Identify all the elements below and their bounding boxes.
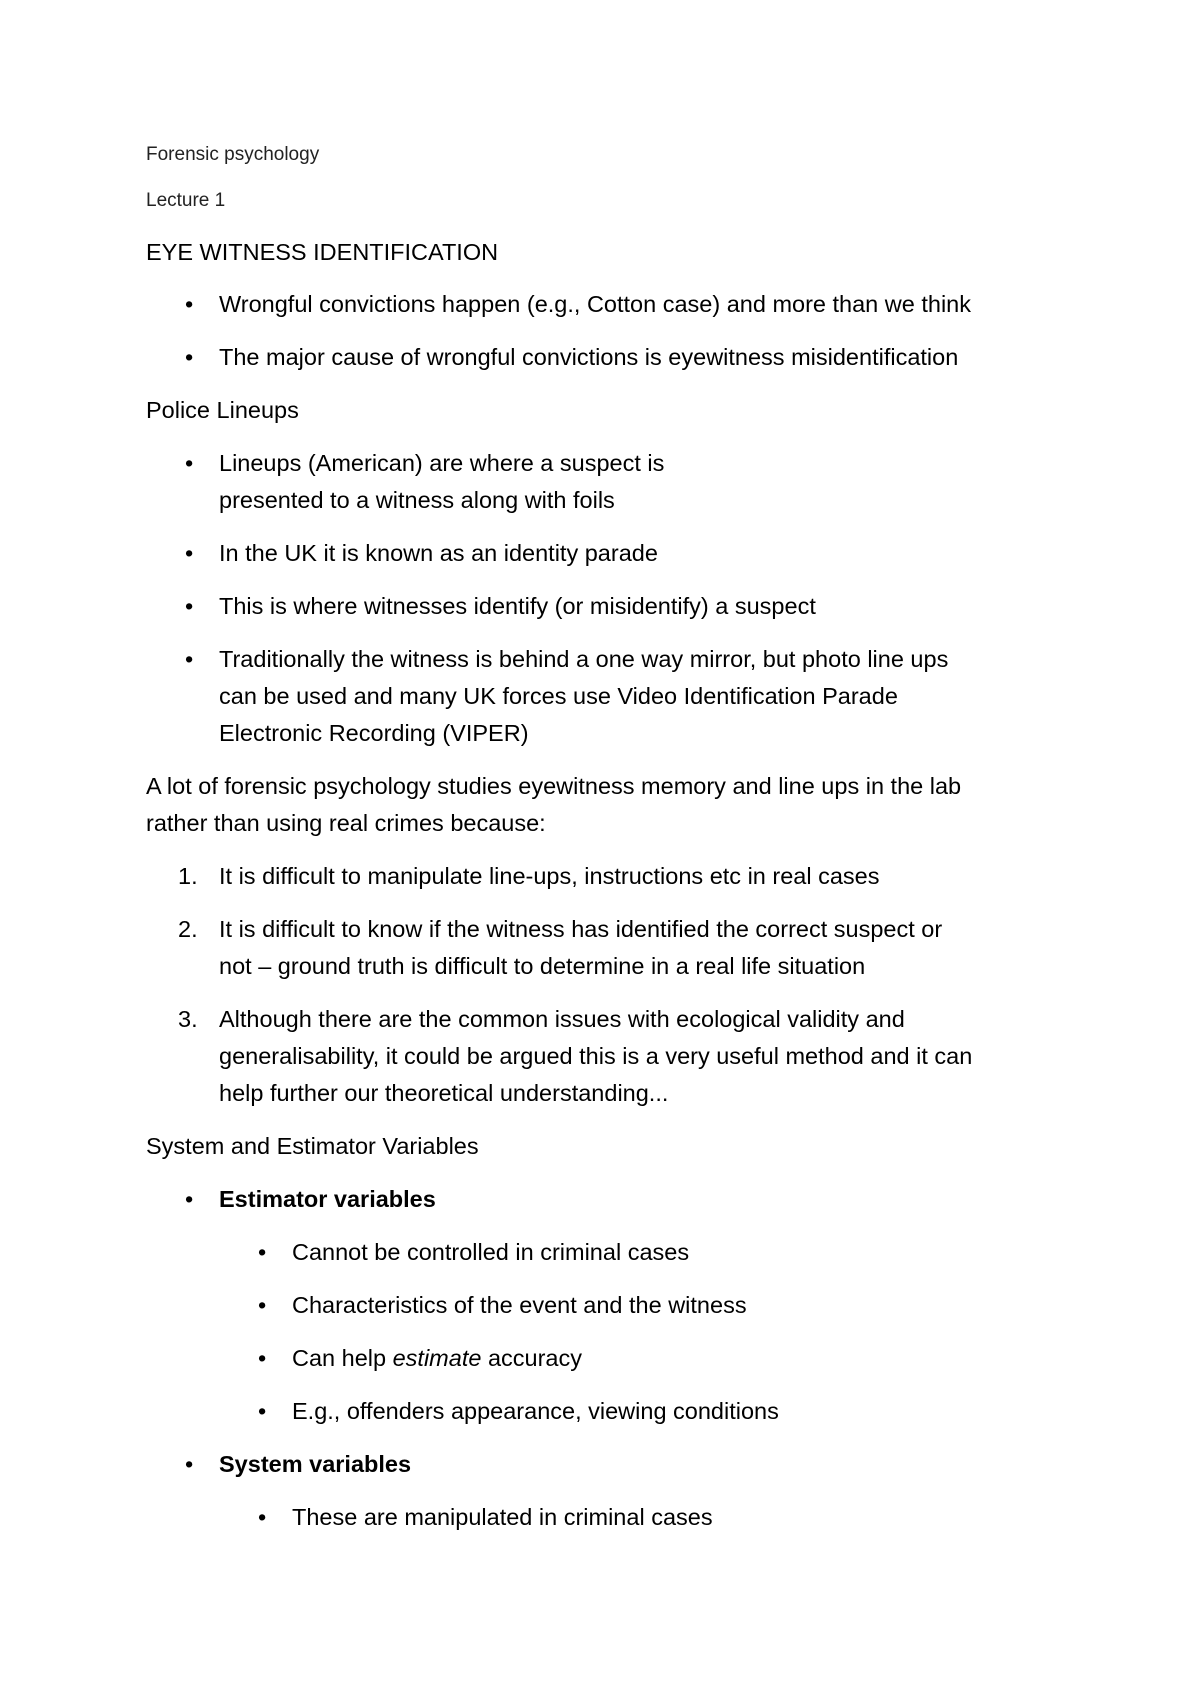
bullet-marker: • — [185, 1186, 194, 1212]
system-sub-list — [219, 1499, 1086, 1536]
bullet-marker: • — [185, 540, 194, 566]
list-item-text: presented to a witness along with foils — [219, 487, 615, 513]
estimator-variables-label: Estimator variables — [219, 1186, 436, 1212]
list-item-text: generalisability, it could be argued this is a very useful method and it can — [219, 1043, 973, 1069]
bullet-marker: • — [185, 450, 194, 476]
list-item — [146, 1001, 1086, 1112]
bullet-marker: • — [258, 1239, 267, 1265]
bullet-marker: • — [185, 1451, 194, 1477]
bullet-marker: • — [185, 593, 194, 619]
lineups-bullet-list — [146, 445, 1086, 752]
reasons-numbered-list — [146, 858, 1086, 1112]
list-item-text: can be used and many UK forces use Video Identification Parade — [219, 683, 898, 709]
text-fragment: accuracy — [481, 1345, 583, 1371]
list-item — [219, 1499, 1086, 1536]
list-item-text: E.g., offenders appearance, viewing conditions — [292, 1398, 779, 1424]
list-number: 3. — [178, 1006, 198, 1032]
lab-studies-paragraph — [146, 768, 1086, 842]
list-item — [146, 286, 1086, 323]
document-page — [146, 142, 1086, 1552]
list-item — [146, 1446, 1086, 1536]
list-item — [146, 641, 1086, 752]
bullet-marker: • — [258, 1504, 267, 1530]
list-item — [146, 911, 1086, 985]
list-item-text: Wrongful convictions happen (e.g., Cotton case) and more than we think — [219, 291, 971, 317]
list-item — [219, 1234, 1086, 1271]
bullet-marker: • — [185, 344, 194, 370]
list-item — [146, 445, 1086, 519]
list-item-text: The major cause of wrongful convictions is eyewitness misidentification — [219, 344, 959, 370]
bullet-marker: • — [258, 1292, 267, 1318]
bullet-marker: • — [185, 646, 194, 672]
list-item-text: It is difficult to manipulate line-ups, instructions etc in real cases — [219, 863, 880, 889]
system-variables-label: System variables — [219, 1451, 412, 1477]
list-item — [146, 588, 1086, 625]
list-item-text: Although there are the common issues with ecological validity and — [219, 1006, 905, 1032]
section-heading-variables: System and Estimator Variables — [146, 1133, 479, 1159]
lecture-label: Lecture 1 — [146, 190, 226, 211]
bullet-marker: • — [185, 291, 194, 317]
list-item — [146, 1181, 1086, 1430]
list-item — [219, 1393, 1086, 1430]
bullet-marker: • — [258, 1398, 267, 1424]
list-item — [146, 858, 1086, 895]
bullet-marker: • — [258, 1345, 267, 1371]
paragraph-line: rather than using real crimes because: — [146, 810, 546, 836]
list-item — [146, 339, 1086, 376]
list-item-text: Traditionally the witness is behind a one way mirror, but photo line ups — [219, 646, 949, 672]
list-item-text: Cannot be controlled in criminal cases — [292, 1239, 690, 1265]
section-heading-police-lineups: Police Lineups — [146, 397, 299, 423]
list-item-text — [292, 1345, 582, 1371]
list-number: 1. — [178, 863, 198, 889]
list-number: 2. — [178, 916, 198, 942]
list-item-text: It is difficult to know if the witness has identified the correct suspect or — [219, 916, 943, 942]
list-item — [219, 1340, 1086, 1377]
variables-bullet-list — [146, 1181, 1086, 1536]
list-item-text: In the UK it is known as an identity parade — [219, 540, 658, 566]
list-item-text: not – ground truth is difficult to determine in a real life situation — [219, 953, 866, 979]
document-title: Forensic psychology — [146, 144, 320, 165]
list-item-text: help further our theoretical understanding... — [219, 1080, 669, 1106]
list-item — [219, 1287, 1086, 1324]
section-heading-eyewitness: EYE WITNESS IDENTIFICATION — [146, 239, 499, 265]
paragraph-line: A lot of forensic psychology studies eyewitness memory and line ups in the lab — [146, 773, 962, 799]
list-item-text: This is where witnesses identify (or misidentify) a suspect — [219, 593, 816, 619]
list-item-text: Characteristics of the event and the witness — [292, 1292, 747, 1318]
estimator-sub-list — [219, 1234, 1086, 1430]
list-item-text: Electronic Recording (VIPER) — [219, 720, 529, 746]
list-item-text: Lineups (American) are where a suspect is — [219, 450, 665, 476]
list-item — [146, 535, 1086, 572]
text-fragment: Can help — [292, 1345, 393, 1371]
emphasis-text: estimate — [392, 1345, 482, 1371]
list-item-text: These are manipulated in criminal cases — [292, 1504, 713, 1530]
intro-bullet-list — [146, 286, 1086, 376]
